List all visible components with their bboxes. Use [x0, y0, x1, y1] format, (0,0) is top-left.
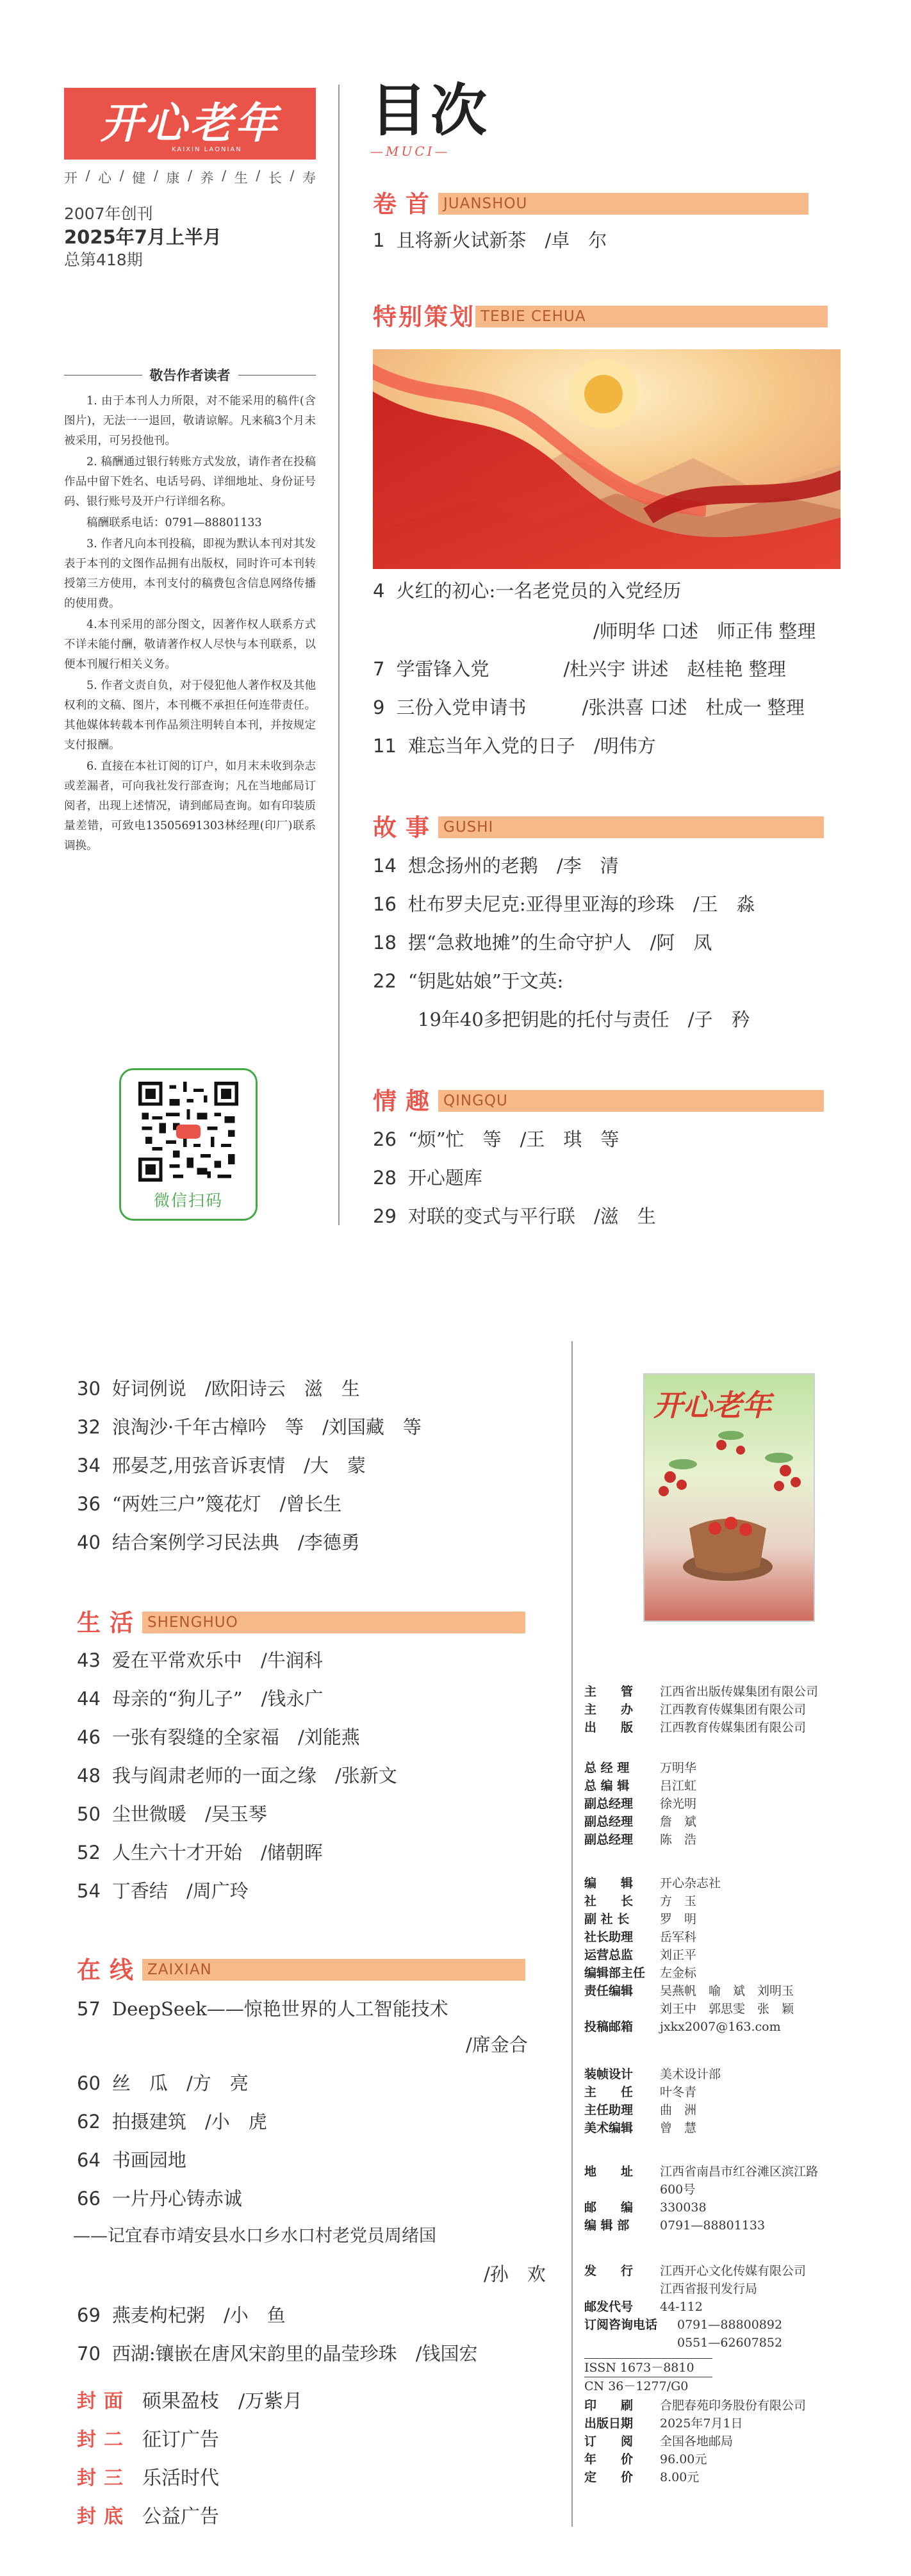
section-title: 情趣 — [373, 1087, 438, 1115]
issn: ISSN 1673－8810 — [584, 2361, 694, 2375]
cover-item: 封三 乐活时代 — [77, 2467, 219, 2489]
masthead-publisher: 主 管 江西省出版传媒集团有限公司 主 办 江西教育传媒集团有限公司 出 版 江西教育传媒集团有限公司 — [584, 1685, 819, 1735]
toc-entry[interactable]: 14 想念扬州的老鹅 /李 清 — [373, 855, 619, 877]
slogan-sep: / — [222, 168, 227, 183]
toc-entry[interactable]: 60 丝 瓜 /方 亮 — [77, 2072, 249, 2094]
issue-info — [64, 202, 222, 272]
section-header-juanshou — [373, 190, 808, 218]
qr-code-icon — [138, 1082, 238, 1182]
slogan — [64, 168, 316, 187]
section-bar: ZAIXIAN — [142, 1959, 525, 1981]
toc-entry[interactable]: 57 DeepSeek——惊艳世界的人工智能技术 — [77, 1998, 448, 2020]
toc-entry[interactable]: 40 结合案例学习民法典 /李德勇 — [77, 1532, 360, 1553]
toc-entry[interactable]: 4 火红的初心:一名老党员的入党经历 — [373, 580, 682, 602]
toc-entry[interactable]: 22 “钥匙姑娘”于文英: — [373, 970, 564, 992]
logo-text: 开心老年 — [100, 99, 280, 148]
cover-thumbnail — [643, 1373, 815, 1622]
section-header-gushi — [373, 813, 824, 841]
toc-entry[interactable]: 26 “烦”忙 等 /王 琪 等 — [373, 1128, 620, 1150]
feature-illustration — [373, 349, 841, 569]
toc-entry[interactable]: 9 三份入党申请书 /张洪喜 口述 杜成一 整理 — [373, 697, 805, 718]
slogan-char: 心 — [98, 170, 112, 186]
masthead-printing: 印 刷 合肥春苑印务股份有限公司 出版日期 2025年7月1日 订 阅 全国各地邮局 年 价 96.00元 定 价 8.00元 — [584, 2398, 807, 2484]
qr-label: 微信扫码 — [153, 1191, 223, 1210]
notice-paragraph: 5. 作者文责自负，对于侵犯他人著作权及其他权利的文稿、图片，本刊概不承担任何连带责任。其他媒体转载本刊作品须注明转自本刊，并按规定支付报酬。 — [64, 679, 316, 752]
slogan-sep: / — [187, 168, 193, 183]
section-title: 在线 — [77, 1956, 142, 1984]
slogan-sep: / — [85, 168, 90, 183]
magazine-logo — [64, 88, 316, 160]
toc-entry[interactable]: 34 邢晏芝,用弦音诉衷情 /大 蒙 — [77, 1455, 366, 1476]
slogan-sep: / — [290, 168, 295, 183]
toc-entry[interactable]: 36 “两姓三户”篾花灯 /曾长生 — [77, 1493, 342, 1515]
column-divider — [571, 1341, 573, 2527]
toc-entry[interactable]: 62 拍摄建筑 /小 虎 — [77, 2111, 267, 2133]
section-bar: TEBIE CEHUA — [475, 306, 828, 327]
toc-entry[interactable]: 64 书画园地 — [77, 2149, 186, 2171]
section-bar: JUANSHOU — [438, 193, 808, 215]
notice-paragraph: 4.本刊采用的部分图文，因著作权人联系方式不详未能付酬，敬请著作权人尽快与本刊联系，以便本刊履行相关义务。 — [64, 618, 316, 671]
toc-entry[interactable]: 29 对联的变式与平行联 /滋 生 — [373, 1205, 656, 1227]
toc-entry[interactable]: 66 一片丹心铸赤诚 — [77, 2188, 242, 2209]
toc-entry[interactable]: 32 浪淘沙·千年古樟吟 等 /刘国藏 等 — [77, 1416, 422, 1438]
founded-year: 2007年创刊 — [64, 204, 153, 223]
masthead-editorial: 编 辑 开心杂志社 社 长 方 玉 副 社 长 罗 明 社长助理 岳军科 运营总监 刘正平 编辑部主任 左金标 责任编辑 吴燕帆 喻 斌 刘明玉 刘王中 郭思雯 张 颖 投稿邮箱 jxkx2007@163.com — [584, 1876, 794, 2034]
toc-entry[interactable]: 28 开心题库 — [373, 1167, 482, 1189]
section-bar: SHENGHUO — [142, 1612, 525, 1633]
toc-entry[interactable]: 43 爱在平常欢乐中 /牛润科 — [77, 1649, 323, 1671]
toc-entry[interactable]: 46 一张有裂缝的全家福 /刘能燕 — [77, 1726, 360, 1748]
toc-entry[interactable]: 50 尘世微暖 /吴玉琴 — [77, 1803, 267, 1825]
notice-paragraph: 1. 由于本刊人力所限，对不能采用的稿件(含图片)，无法一一退回，敬请谅解。凡来稿3个月未被采用，可另投他刊。 — [64, 395, 316, 447]
toc-entry[interactable]: 48 我与阎肃老师的一面之缘 /张新文 — [77, 1765, 397, 1787]
notice-paragraph: 稿酬联系电话：0791—88801133 — [86, 516, 262, 529]
masthead-address: 地 址 江西省南昌市红谷滩区滨江路 600号 邮 编 330038 编 辑 部 0791—88801133 — [584, 2165, 819, 2233]
wechat-qr[interactable] — [119, 1068, 258, 1221]
slogan-sep: / — [119, 168, 124, 183]
section-header-zaixian — [77, 1956, 525, 1984]
section-header-tebie — [373, 302, 828, 331]
masthead-management: 总 经 理 万明华 总 编 辑 吕江虹 副总经理 徐光明 副总经理 詹 斌 副总经理 陈 浩 — [584, 1761, 697, 1847]
notice-paragraph: 2. 稿酬通过银行转账方式发放，请作者在投稿作品中留下姓名、电话号码、详细地址、身份证号码、银行账号及开户行详细名称。 — [64, 456, 316, 508]
section-title: 卷首 — [373, 190, 438, 218]
section-header-shenghuo — [77, 1608, 525, 1637]
notice-to-authors — [64, 365, 316, 857]
toc-entry[interactable]: 30 好词例说 /欧阳诗云 滋 生 — [77, 1378, 360, 1399]
cn-number: CN 36－1277/G0 — [584, 2379, 689, 2393]
toc-entry-author: /师明华 口述 师正伟 整理 — [593, 620, 816, 642]
toc-entry-subtitle: ——记宜春市靖安县水口乡水口村老党员周绪国 — [73, 2226, 436, 2246]
section-title: 故事 — [373, 813, 438, 841]
slogan-char: 生 — [234, 170, 248, 186]
toc-entry[interactable]: 54 丁香结 /周广玲 — [77, 1880, 249, 1902]
toc-entry-continued: 19年40多把钥匙的托付与责任 /子 矜 — [418, 1009, 750, 1030]
slogan-char: 健 — [132, 170, 146, 186]
cover-item: 封二 征订广告 — [77, 2429, 219, 2451]
toc-entry[interactable]: 44 母亲的“狗儿子” /钱永广 — [77, 1688, 324, 1710]
slogan-char: 长 — [268, 170, 282, 186]
section-bar: QINGQU — [438, 1090, 824, 1112]
cover-art-icon — [644, 1375, 815, 1622]
column-divider — [338, 85, 340, 1225]
notice-title: 敬告作者读者 — [64, 365, 316, 385]
toc-entry[interactable]: 70 西湖:镶嵌在唐风宋韵里的晶莹珍珠 /钱国宏 — [77, 2343, 478, 2365]
section-header-qingqu — [373, 1087, 824, 1115]
toc-entry[interactable]: 69 燕麦枸杞粥 /小 鱼 — [77, 2304, 286, 2326]
total-issue: 总第418期 — [64, 251, 143, 269]
section-title: 生活 — [77, 1608, 142, 1637]
slogan-char: 康 — [166, 170, 180, 186]
toc-entry[interactable]: 7 学雷锋入党 /杜兴宇 讲述 赵桂艳 整理 — [373, 658, 786, 680]
toc-entry[interactable]: 18 摆“急救地摊”的生命守护人 /阿 凤 — [373, 932, 712, 954]
slogan-char: 养 — [200, 170, 214, 186]
notice-paragraph: 6. 直接在本社订阅的订户，如月末未收到杂志或差漏者，可向我社发行部查询；凡在当地邮局订阅者，出现上述情况，请到邮局查询。如有印装质量差错，可致电13505691303林经理(印厂)联系调换。 — [64, 760, 316, 852]
page-subtitle: —MUCI— — [370, 144, 450, 159]
page-title: 目次 — [370, 77, 491, 144]
section-bar: GUSHI — [438, 816, 824, 838]
section-title: 特别策划 — [373, 302, 475, 331]
cover-item: 封面 硕果盈枝 /万紫月 — [77, 2390, 303, 2413]
masthead-distribution: 发 行 江西开心文化传媒有限公司 江西省报刊发行局 邮发代号 44-112 订阅咨询电话 0791—88800892 0551—62607852 — [584, 2264, 807, 2350]
slogan-char: 寿 — [302, 170, 316, 186]
party-illustration-icon — [373, 349, 841, 569]
toc-entry-author: /席金合 — [466, 2034, 528, 2056]
toc-entry-author: /孙 欢 — [484, 2263, 546, 2285]
issue-date: 2025年7月上半月 — [64, 226, 222, 248]
toc-entry[interactable]: 16 杜布罗夫尼克:亚得里亚海的珍珠 /王 淼 — [373, 893, 755, 915]
slogan-char: 开 — [64, 170, 78, 186]
toc-entry[interactable]: 1 且将新火试新茶 /卓 尔 — [373, 229, 607, 251]
slogan-sep: / — [256, 168, 261, 183]
logo-subtext: KAIXIN LAONIAN — [172, 146, 242, 153]
masthead-issn — [584, 2358, 885, 2395]
masthead-design: 装帧设计 美术设计部 主 任 叶冬青 主任助理 曲 洲 美术编辑 曾 慧 — [584, 2067, 721, 2135]
toc-entry[interactable]: 52 人生六十才开始 /储朝晖 — [77, 1842, 323, 1863]
slogan-sep: / — [153, 168, 158, 183]
toc-entry[interactable]: 11 难忘当年入党的日子 /明伟方 — [373, 735, 656, 757]
notice-paragraph: 3. 作者凡向本刊投稿，即视为默认本刊对其发表于本刊的文图作品拥有出版权，同时许可本刊转授第三方使用，本刊支付的稿费包含信息网络传播的使用费。 — [64, 538, 316, 610]
cover-logo: 开心老年 — [653, 1388, 771, 1423]
cover-item: 封底 公益广告 — [77, 2506, 219, 2528]
